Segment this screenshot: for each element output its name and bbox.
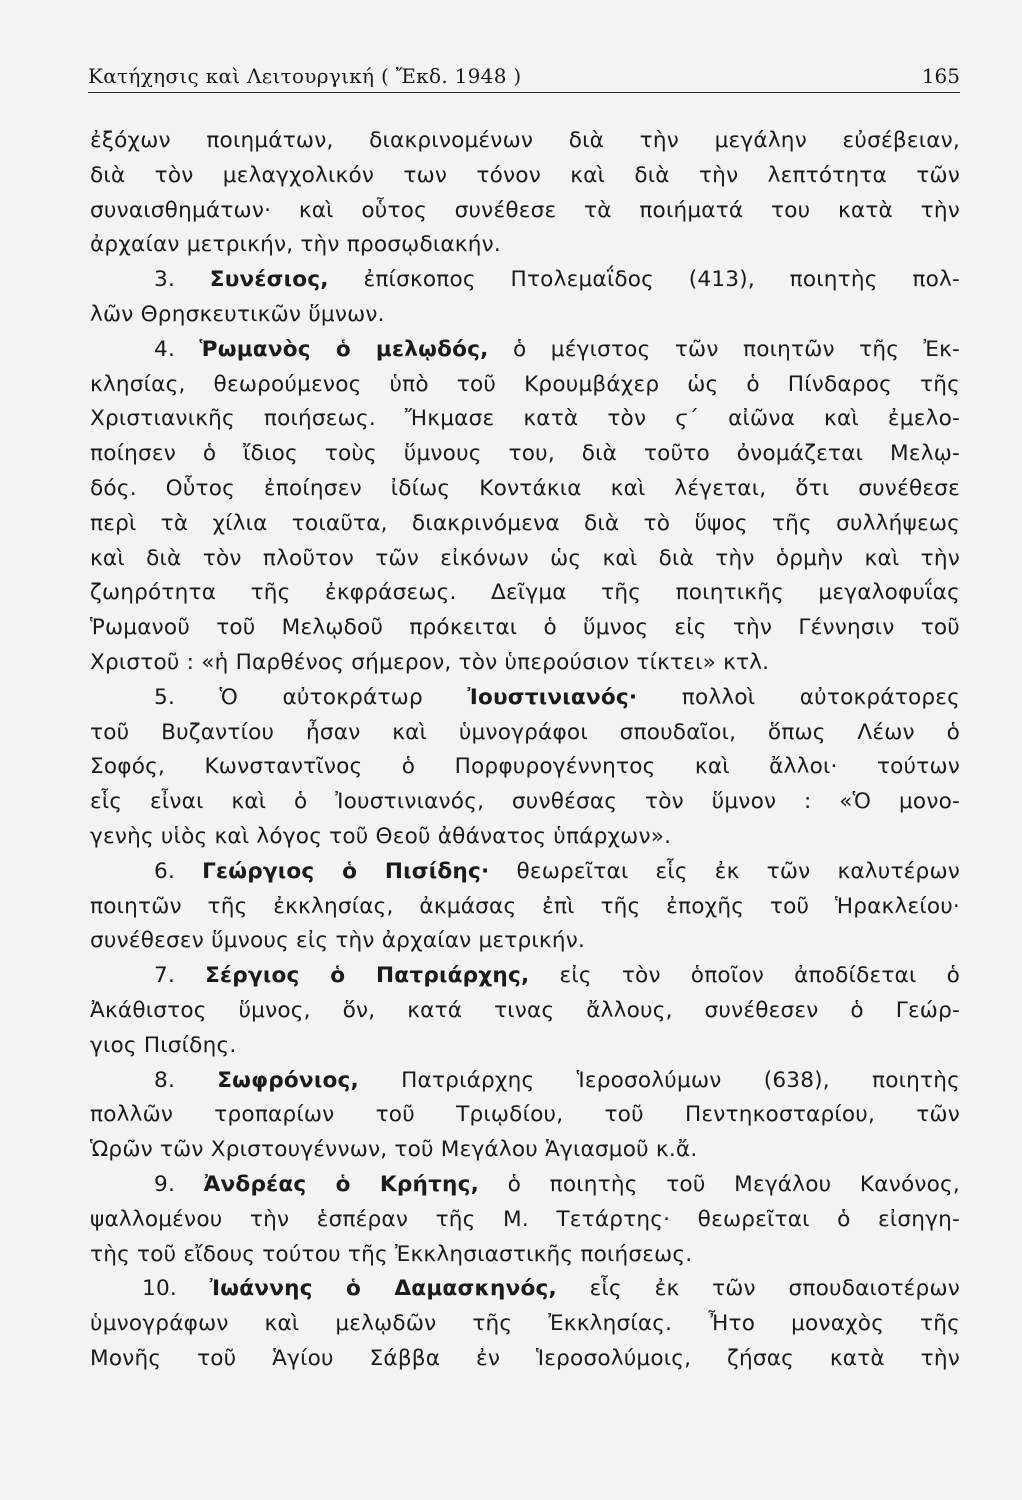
text-line: εἷς εἶναι καὶ ὁ Ἰουστινιανός, συνθέσας τὸν ὕμνον : «Ὁ μονο- [90,789,960,815]
text-line: καὶ διὰ τὸν πλοῦτον τῶν εἰκόνων ὡς καὶ διὰ τὴν ὁρμὴν καὶ τὴν [90,545,960,571]
list-item-heading: 3. Συνέσιος, ἐπίσκοπος Πτολεμαΐδος (413), ποιητὴς πολ- [154,267,960,293]
text-line: ζωηρότητα τῆς ἐκφράσεως. Δεῖγμα τῆς ποιητικῆς μεγαλοφυΐας [90,580,960,606]
text-line: Ἀκάθιστος ὕμνος, ὅν, κατά τινας ἄλλους, συνέθεσεν ὁ Γεώρ- [90,997,960,1023]
list-item-heading: 9. Ἀνδρέας ὁ Κρήτης, ὁ ποιητὴς τοῦ Μεγάλου Κανόνος, [154,1171,960,1197]
text-line: ποίησεν ὁ ἴδιος τοὺς ὕμνους του, διὰ τοῦτο ὀνομάζεται Μελῳ- [90,441,960,467]
text-line: δός. Οὗτος ἐποίησεν ἰδίως Κοντάκια καὶ λέγεται, ὅτι συνέθεσε [90,475,960,501]
poet-name: Σέργιος ὁ Πατριάρχης, [205,963,530,989]
text-line: Σοφός, Κωνσταντῖνος ὁ Πορφυρογέννητος καὶ ἄλλοι· τούτων [90,754,960,780]
poet-name: Ῥωμανὸς ὁ μελῳδός, [199,336,489,362]
poet-name: Ἰουστινιανός· [467,684,638,710]
text-line: ψαλλομένου τὴν ἑσπέραν τῆς Μ. Τετάρτης· θεωρεῖται ὁ εἰσηγη- [90,1206,960,1232]
text-line: τὴς τοῦ εἴδους τούτου τῆς Ἐκκλησιαστικῆς ποιήσεως. [90,1241,693,1267]
text-line: κλησίας, θεωρούμενος ὑπὸ τοῦ Κρουμβάχερ ὡς ὁ Πίνδαρος τῆς [90,371,960,397]
text-line: Ῥωμανοῦ τοῦ Μελῳδοῦ πρόκειται ὁ ὕμνος εἰς τὴν Γέννησιν τοῦ [90,615,960,641]
text-line: συναισθημάτων· καὶ οὗτος συνέθεσε τὰ ποιήματά του κατὰ τὴν [90,197,960,223]
page-number: 165 [921,64,960,88]
list-item-heading: 10. Ἰωάννης ὁ Δαμασκηνός, εἷς ἐκ τῶν σπουδαιοτέρων [142,1276,960,1302]
list-item-heading: 8. Σωφρόνιος, Πατριάρχης Ἱεροσολύμων (638), ποιητὴς [154,1067,960,1093]
text-line: συνέθεσεν ὕμνους εἰς τὴν ἀρχαίαν μετρικήν. [90,928,586,954]
text-line: γενὴς υἱὸς καὶ λόγος τοῦ Θεοῦ ἀθάνατος ὑπάρχων». [90,823,672,849]
text-line: λῶν Θρησκευτικῶν ὕμνων. [90,301,385,327]
text-line: γιος Πισίδης. [90,1032,237,1058]
list-item-heading: 4. Ῥωμανὸς ὁ μελῳδός, ὁ μέγιστος τῶν ποιητῶν τῆς Ἐκ- [154,336,960,362]
poet-name: Σωφρόνιος, [217,1067,359,1093]
text-line: Χριστοῦ : «ἡ Παρθένος σήμερον, τὸν ὑπερούσιον τίκτει» κτλ. [90,649,770,675]
text-line: Χριστιανικῆς ποιήσεως. Ἤκμασε κατὰ τὸν ϛ΄ αἰῶνα καὶ ἐμελο- [90,406,960,432]
list-item-heading: 7. Σέργιος ὁ Πατριάρχης, εἰς τὸν ὁποῖον ἀποδίδεται ὁ [154,963,960,989]
list-item-heading: 6. Γεώργιος ὁ Πισίδης· θεωρεῖται εἷς ἐκ τῶν καλυτέρων [154,858,960,884]
text-line: Μονῆς τοῦ Ἁγίου Σάββα ἐν Ἱεροσολύμοις, ζήσας κατὰ τὴν [90,1345,960,1371]
text-line: τοῦ Βυζαντίου ἦσαν καὶ ὑμνογράφοι σπουδαῖοι, ὅπως Λέων ὁ [90,719,960,745]
poet-name: Συνέσιος, [209,267,329,293]
text-line: πολλῶν τροπαρίων τοῦ Τριῳδίου, τοῦ Πεντηκοσταρίου, τῶν [90,1102,960,1128]
text-line: ἐξόχων ποιημάτων, διακρινομένων διὰ τὴν μεγάλην εὐσέβειαν, [90,128,960,153]
poet-name: Γεώργιος ὁ Πισίδης· [202,858,490,884]
running-title: Κατήχησις καὶ Λειτουργική ( Ἔκδ. 1948 ) [88,64,522,88]
poet-name: Ἰωάννης ὁ Δαμασκηνός, [209,1276,557,1302]
text-line: Ὡρῶν τῶν Χριστουγέννων, τοῦ Μεγάλου Ἁγιασμοῦ κ.ἄ. [90,1137,698,1163]
text-line: ἀρχαίαν μετρικήν, τὴν προσῳδιακήν. [90,232,501,258]
text-line: διὰ τὸν μελαγχολικόν των τόνον καὶ διὰ τὴν λεπτότητα τῶν [90,162,960,188]
body-text [90,124,960,1377]
poet-name: Ἀνδρέας ὁ Κρήτης, [203,1171,480,1197]
text-line: ὑμνογράφων καὶ μελῳδῶν τῆς Ἐκκλησίας. Ἦτο μοναχὸς τῆς [90,1311,960,1337]
text-line: ποιητῶν τῆς ἐκκλησίας, ἀκμάσας ἐπὶ τῆς ἐποχῆς τοῦ Ἡρακλείου· [90,893,960,919]
text-line: περὶ τὰ χίλια τοιαῦτα, διακρινόμενα διὰ τὸ ὕψος τῆς συλλήψεως [90,510,960,536]
running-header [88,62,960,93]
list-item-heading: 5. Ὁ αὐτοκράτωρ Ἰουστινιανός· πολλοὶ αὐτοκράτορες [154,684,960,710]
